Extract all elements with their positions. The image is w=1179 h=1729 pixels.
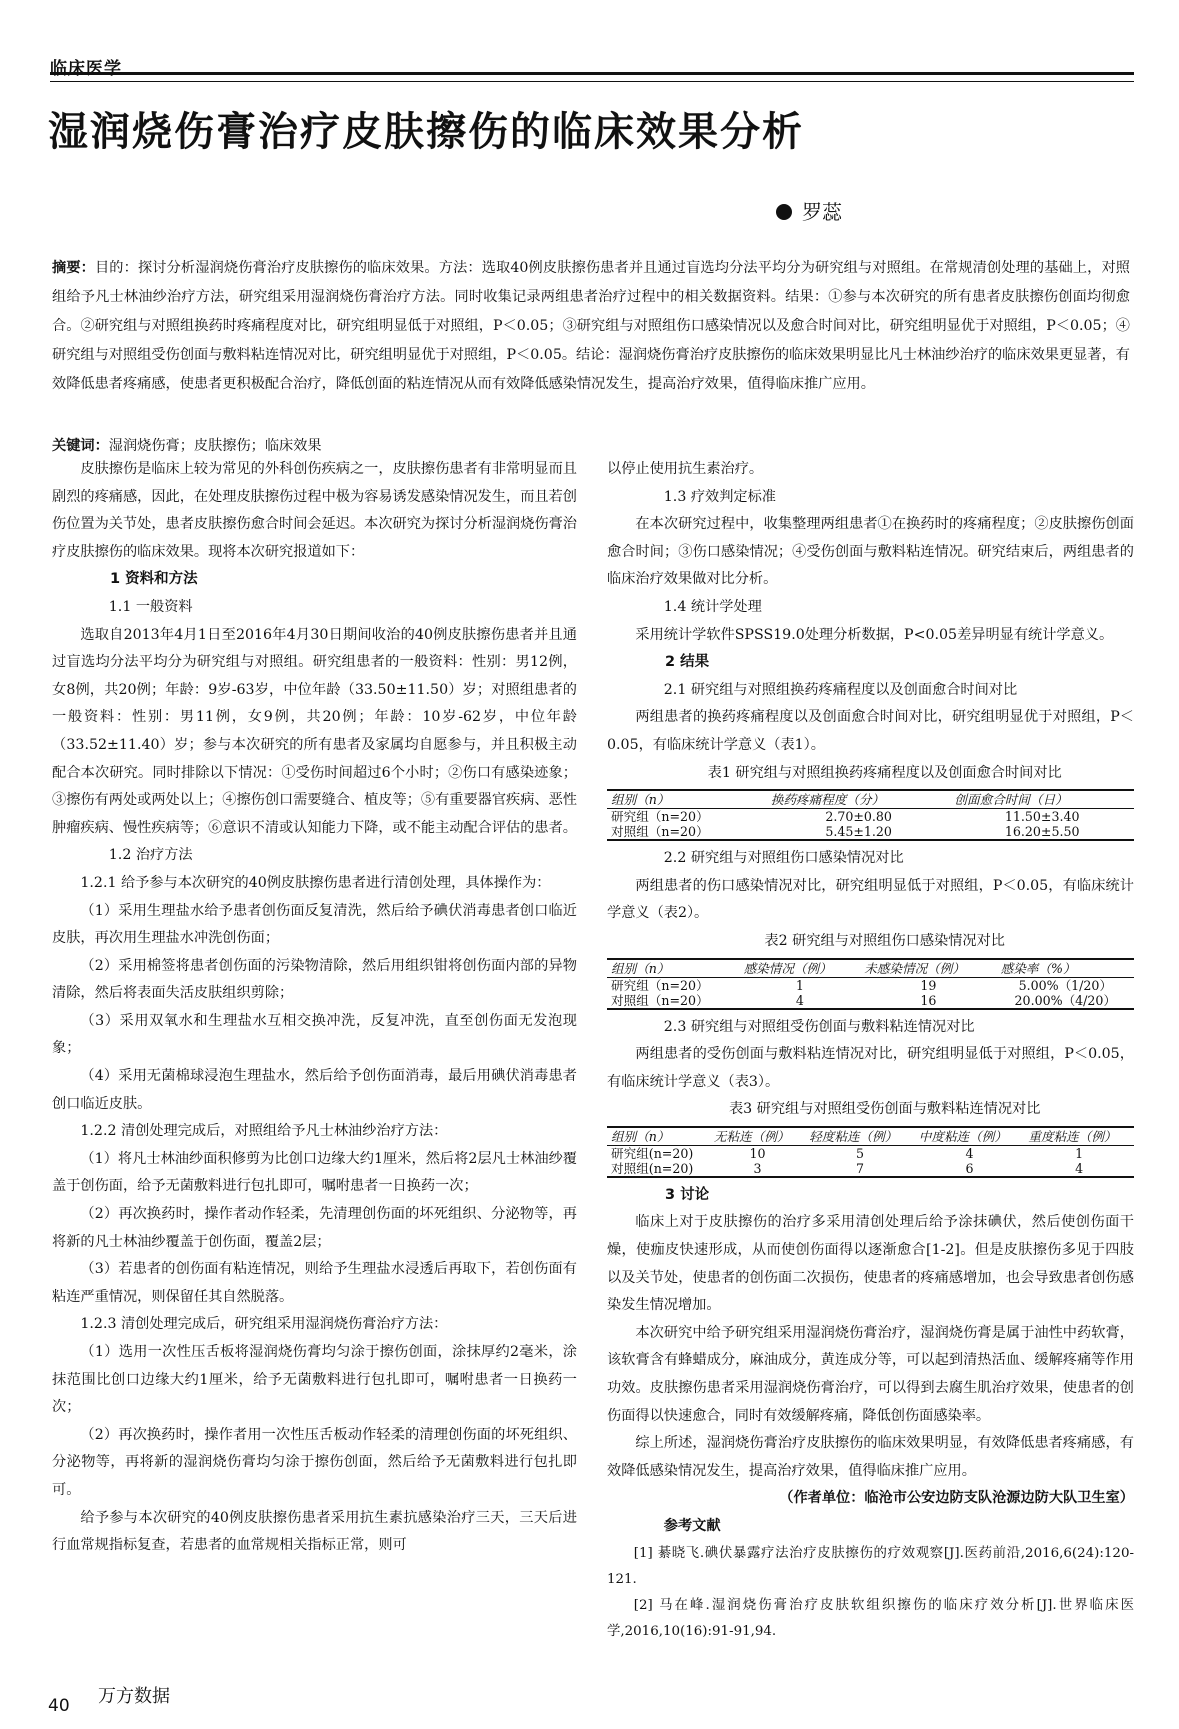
article-title: 湿润烧伤膏治疗皮肤擦伤的临床效果分析 bbox=[48, 109, 804, 155]
table-header-cell: 中度粘连（例） bbox=[915, 1127, 1025, 1146]
table-cell: 2.70±0.80 bbox=[825, 809, 892, 825]
table-header-cell: 未感染情况（例） bbox=[860, 959, 996, 978]
reference-item: [1] 綦晓飞.碘伏暴露疗法治疗皮肤擦伤的疗效观察[J].医药前沿,2016,6(24):120-121. bbox=[607, 1545, 1134, 1587]
paragraph: （2）采用棉签将患者创伤面的污染物清除，然后用组织钳将创伤面内部的异物清除，然后将表面失活皮肤组织剪除； bbox=[52, 957, 577, 1002]
table-header-row bbox=[607, 790, 1134, 809]
page-number: 40 bbox=[48, 1696, 70, 1716]
table-cell: 5 bbox=[855, 1145, 864, 1161]
paragraph: （2）再次换药时，操作者用一次性压舌板动作轻柔的清理创伤面的坏死组织、分泌物等，再将新的湿润烧伤膏均匀涂于擦伤创面，然后给予无菌敷料进行包扎即可。 bbox=[52, 1426, 577, 1498]
table-caption: 表1 研究组与对照组换药疼痛程度以及创面愈合时间对比 bbox=[707, 764, 1062, 781]
watermark-text: 万方数据 bbox=[98, 1686, 170, 1707]
paragraph: （2）再次换药时，操作者动作轻柔，先清理创伤面的坏死组织、分泌物等，再将新的凡士林油纱覆盖于创伤面，覆盖2层； bbox=[52, 1206, 577, 1250]
paragraph: （1）选用一次性压舌板将湿润烧伤膏均匀涂于擦伤创面，涂抹厚约2毫米，涂抹范围比创口边缘大约1厘米，给予无菌敷料进行包扎即可，嘱咐患者一日换药一次； bbox=[52, 1344, 577, 1416]
keywords-text: 湿润烧伤膏；皮肤擦伤；临床效果 bbox=[108, 438, 322, 454]
subsection-heading: 2.2 研究组与对照组伤口感染情况对比 bbox=[663, 850, 904, 867]
subsection-heading: 2.1 研究组与对照组换药疼痛程度以及创面愈合时间对比 bbox=[663, 681, 1018, 698]
table-header-cell: 轻度粘连（例） bbox=[805, 1127, 915, 1146]
subsection-heading: 1.3 疗效判定标准 bbox=[663, 488, 776, 505]
table-cell: 20.00%（4/20） bbox=[997, 993, 1134, 1009]
section-heading: 3 讨论 bbox=[665, 1186, 710, 1203]
bullet-icon bbox=[776, 204, 792, 220]
table-caption: 表3 研究组与对照组受伤创面与敷料粘连情况对比 bbox=[728, 1101, 1041, 1118]
table-header-cell: 组别（n） bbox=[607, 790, 767, 809]
table-row bbox=[607, 993, 1134, 1009]
table-header-cell: 重度粘连（例） bbox=[1024, 1127, 1134, 1146]
section-heading: 1 资料和方法 bbox=[110, 571, 198, 588]
paragraph: 在本次研究过程中，收集整理两组患者①在换药时的疼痛程度；②皮肤擦伤创面愈合时间；③伤口感染情况；④受伤创面与敷料粘连情况。研究结束后，两组患者的临床治疗效果做对比分析。 bbox=[607, 516, 1134, 588]
paragraph: 1.2.3 清创处理完成后，研究组采用湿润烧伤膏治疗方法： bbox=[80, 1316, 448, 1333]
paragraph: 以停止使用抗生素治疗。 bbox=[607, 461, 764, 477]
table-cell: 1 bbox=[1075, 1145, 1084, 1161]
table-header-cell: 创面愈合时间（日） bbox=[950, 790, 1134, 809]
table-cell: 研究组(n=20) bbox=[611, 1145, 694, 1161]
table-row bbox=[607, 1161, 1134, 1177]
right-column bbox=[607, 456, 1134, 1645]
table-cell: 7 bbox=[805, 1161, 915, 1177]
table-header-row bbox=[607, 1127, 1134, 1146]
table-cell: 3 bbox=[710, 1161, 805, 1177]
table-cell: 11.50±3.40 bbox=[1004, 809, 1080, 825]
table-cell: 5.45±1.20 bbox=[767, 824, 951, 840]
abstract-text: 目的：探讨分析湿润烧伤膏治疗皮肤擦伤的临床效果。方法：选取40例皮肤擦伤患者并且通过盲选均分法平均分为研究组与对照组。在常规清创处理的基础上，对照组给予凡士林油纱治疗方法，研究组采用湿润烧伤膏治疗方法。同时收集记录两组患者治疗过程中的相关数据资料。结果：①参与本次研究的所有患者皮肤擦伤创面均彻愈合。②研究组与对照组换药时疼痛程度对比，研究组明显低于对照组，P＜0.05；③研究组与对照组伤口感染情况以及愈合时间对比，研究组明显优于对照组，P＜0.05；④研究组与对照组受伤创面与敷料粘连情况对比，研究组明显优于对照组，P＜0.05。结论：湿润烧伤膏治疗皮肤擦伤的临床效果明显比凡士林油纱治疗的临床效果更显著，有效降低患者疼痛感，使患者更积极配合治疗，降低创面的粘连情况从而有效降低感染情况发生，提高治疗效果，值得临床推广应用。 bbox=[52, 260, 1130, 392]
section-tag: 临床医学 bbox=[50, 59, 122, 79]
table-row bbox=[607, 824, 1134, 840]
reference-item: [2] 马在峰.湿润烧伤膏治疗皮肤软组织擦伤的临床疗效分析[J].世界临床医学,2016,10(16):91-91,94. bbox=[607, 1597, 1134, 1639]
header-rule bbox=[50, 72, 1134, 82]
subsection-heading: 2.3 研究组与对照组受伤创面与敷料粘连情况对比 bbox=[663, 1018, 975, 1035]
table-1 bbox=[607, 789, 1134, 841]
paragraph: 两组患者的受伤创面与敷料粘连情况对比，研究组明显低于对照组，P＜0.05，有临床统计学意义（表3）。 bbox=[607, 1046, 1134, 1090]
paragraph: 临床上对于皮肤擦伤的治疗多采用清创处理后给予涂抹碘伏，然后使创伤面干燥，使痂皮快速形成，从而使创伤面得以逐渐愈合[1-2]。但是皮肤擦伤多见于四肢以及关节处，使患者的创伤面二次损伤，使患者的疼痛感增加，也会导致患者创伤感染发生情况增加。 bbox=[607, 1214, 1134, 1314]
paragraph: （3）采用双氧水和生理盐水互相交换冲洗，反复冲洗，直至创伤面无发泡现象； bbox=[52, 1012, 577, 1057]
author-affiliation: （作者单位：临沧市公安边防支队沧源边防大队卫生室） bbox=[779, 1490, 1134, 1507]
table-cell: 对照组（n=20） bbox=[607, 993, 740, 1009]
subsection-heading: 1.1 一般资料 bbox=[108, 598, 193, 615]
table-cell: 4 bbox=[740, 993, 861, 1009]
author-name: 罗蕊 bbox=[802, 200, 842, 224]
table-row bbox=[607, 977, 1134, 993]
table-cell: 研究组（n=20） bbox=[611, 809, 709, 825]
paragraph: （4）采用无菌棉球浸泡生理盐水，然后给予创伤面消毒，最后用碘伏消毒患者创口临近皮肤。 bbox=[52, 1068, 577, 1112]
table-cell: 16 bbox=[860, 993, 996, 1009]
keywords-label: 关键词： bbox=[52, 438, 109, 454]
table-cell: 研究组（n=20） bbox=[611, 977, 709, 993]
table-cell: 16.20±5.50 bbox=[950, 824, 1134, 840]
table-header-cell: 感染情况（例） bbox=[740, 959, 861, 978]
table-row bbox=[607, 1145, 1134, 1161]
paragraph: 选取自2013年4月1日至2016年4月30日期间收治的40例皮肤擦伤患者并且通过盲选均分法平均分为研究组与对照组。研究组患者的一般资料：性别：男12例，女8例，共20例；年龄：9岁-63岁，中位年龄（33.50±11.50）岁；对照组患者的一般资料：性别：男11例，女9例，共20例；年龄：10岁-62岁，中位年龄（33.52±11.40）岁；参与本次研究的所有患者及家属均自愿参与，并且积极主动配合本次研究。同时排除以下情况：①受伤时间超过6个小时；②伤口有感染迹象；③擦伤有两处或两处以上；④擦伤创口需要缝合、植皮等；⑤有重要器官疾病、恶性肿瘤疾病、慢性疾病等；⑥意识不清或认知能力下降，或不能主动配合评估的患者。 bbox=[52, 626, 577, 836]
paragraph: （1）将凡士林油纱面积修剪为比创口边缘大约1厘米，然后将2层凡士林油纱覆盖于创伤面，给予无菌敷料进行包扎即可，嘱咐患者一日换药一次； bbox=[52, 1150, 577, 1195]
left-column bbox=[52, 456, 577, 1560]
table-header-cell: 感染率（%） bbox=[997, 959, 1134, 978]
paragraph: 两组患者的伤口感染情况对比，研究组明显低于对照组，P＜0.05，有临床统计学意义（表2）。 bbox=[607, 877, 1134, 922]
subsection-heading: 1.2 治疗方法 bbox=[108, 847, 193, 864]
table-cell: 对照组（n=20） bbox=[607, 824, 767, 840]
table-header-cell: 无粘连（例） bbox=[710, 1127, 805, 1146]
table-header-row bbox=[607, 959, 1134, 978]
paragraph: （1）采用生理盐水给予患者创伤面反复清洗，然后给予碘伏消毒患者创口临近皮肤，再次用生理盐水冲洗创伤面； bbox=[52, 902, 577, 947]
table-cell: 5.00%（1/20） bbox=[1018, 977, 1113, 993]
table-header-cell: 组别（n） bbox=[607, 959, 740, 978]
paragraph: 综上所述，湿润烧伤膏治疗皮肤擦伤的临床效果明显，有效降低患者疼痛感，有效降低感染情况发生，提高治疗效果，值得临床推广应用。 bbox=[607, 1435, 1134, 1479]
paragraph: 给予参与本次研究的40例皮肤擦伤患者采用抗生素抗感染治疗三天，三天后进行血常规指标复查，若患者的血常规相关指标正常，则可 bbox=[52, 1509, 577, 1554]
table-cell: 1 bbox=[795, 977, 804, 993]
paragraph: 1.2.2 清创处理完成后，对照组给予凡士林油纱治疗方法： bbox=[80, 1123, 448, 1140]
paragraph: 两组患者的换药疼痛程度以及创面愈合时间对比，研究组明显优于对照组，P＜0.05，有临床统计学意义（表1）。 bbox=[607, 709, 1134, 753]
paragraph: 采用统计学软件SPSS19.0处理分析数据，P<0.05差异明显有统计学意义。 bbox=[635, 626, 1114, 643]
table-cell: 4 bbox=[1024, 1161, 1134, 1177]
table-header-cell: 组别（n） bbox=[607, 1127, 710, 1146]
table-header-cell: 换药疼痛程度（分） bbox=[767, 790, 951, 809]
table-3 bbox=[607, 1126, 1134, 1178]
table-cell: 6 bbox=[915, 1161, 1025, 1177]
table-cell: 19 bbox=[920, 977, 937, 993]
abstract bbox=[52, 254, 1130, 399]
paragraph: （3）若患者的创伤面有粘连情况，则给予生理盐水浸透后再取下，若创伤面有粘连严重情况，则保留任其自然脱落。 bbox=[52, 1261, 577, 1305]
table-row bbox=[607, 809, 1134, 825]
subsection-heading: 1.4 统计学处理 bbox=[663, 598, 762, 615]
abstract-label: 摘要： bbox=[52, 260, 95, 276]
table-cell: 4 bbox=[965, 1145, 974, 1161]
table-cell: 对照组(n=20) bbox=[607, 1161, 710, 1177]
paragraph: 1.2.1 给予参与本次研究的40例皮肤擦伤患者进行清创处理，具体操作为： bbox=[80, 874, 551, 891]
section-heading: 2 结果 bbox=[665, 654, 710, 671]
table-cell: 10 bbox=[749, 1145, 766, 1161]
table-caption: 表2 研究组与对照组伤口感染情况对比 bbox=[764, 932, 1005, 949]
author-line bbox=[776, 196, 842, 225]
paragraph: 皮肤擦伤是临床上较为常见的外科创伤疾病之一，皮肤擦伤患者有非常明显而且剧烈的疼痛感，因此，在处理皮肤擦伤过程中极为容易诱发感染情况发生，而且若创伤位置为关节处，患者皮肤擦伤愈合时间会延迟。本次研究为探讨分析湿润烧伤膏治疗皮肤擦伤的临床效果。现将本次研究报道如下： bbox=[52, 461, 577, 560]
table-2 bbox=[607, 958, 1134, 1010]
references-heading: 参考文献 bbox=[663, 1518, 721, 1534]
paragraph: 本次研究中给予研究组采用湿润烧伤膏治疗，湿润烧伤膏是属于油性中药软膏，该软膏含有蜂蜡成分，麻油成分，黄连成分等，可以起到清热活血、缓解疼痛等作用功效。皮肤擦伤患者采用湿润烧伤膏治疗，可以得到去腐生肌治疗效果，使患者的创伤面得以快速愈合，同时有效缓解疼痛，降低创伤面感染率。 bbox=[607, 1324, 1134, 1424]
